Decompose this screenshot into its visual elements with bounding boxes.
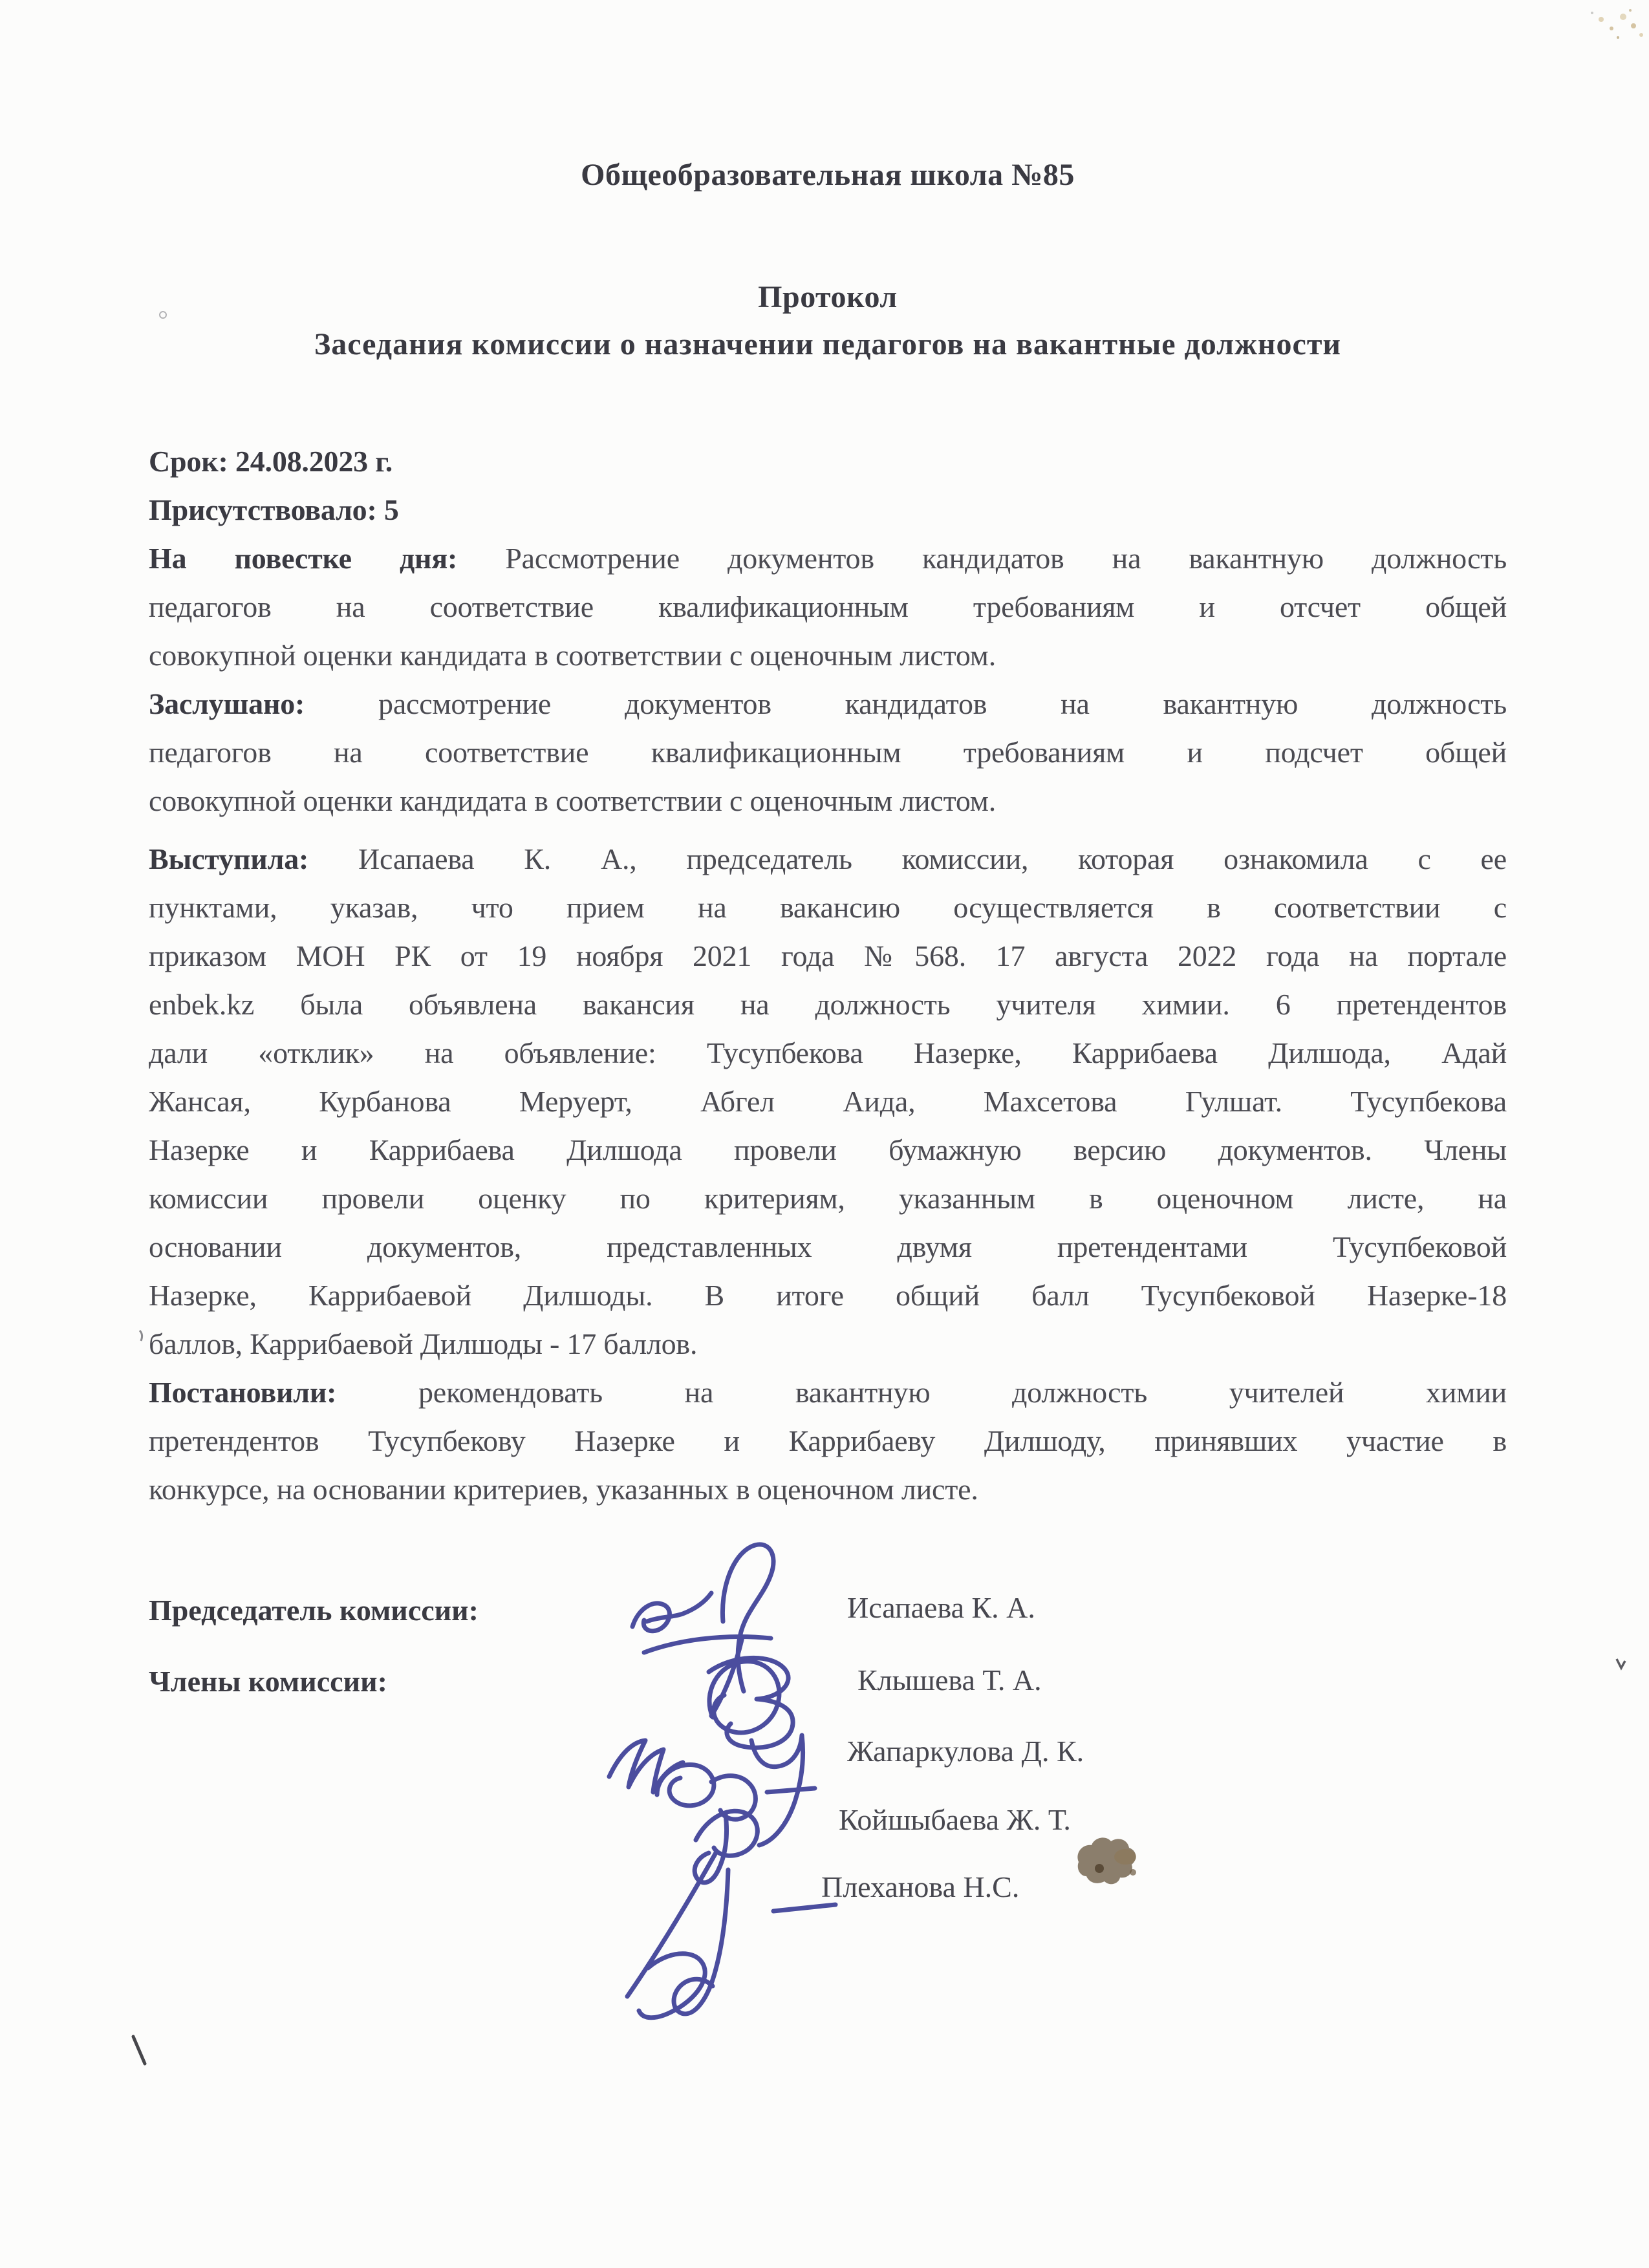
body-line: педагогов на соответствие квалификационным требованиям и отсчет общей [149, 590, 1507, 623]
doc-subtitle: Заседания комиссии о назначении педагогов на вакантные должности [314, 327, 1342, 361]
body-line: совокупной оценки кандидата в соответствии с оценочным листом. [149, 784, 997, 817]
signature-isapaeva-ink [632, 1545, 773, 1691]
scan-speckles-top-right [1591, 9, 1643, 39]
signee-name-isapaeva: Исапаева К. А. [847, 1591, 1035, 1624]
signee-name-koishybaeva: Койшыбаева Ж. Т. [839, 1803, 1071, 1836]
signature-klysheva-ink [709, 1637, 793, 1748]
chair-label: Председатель комиссии: [149, 1594, 479, 1627]
body-line: приказом МОН РК от 19 ноября 2021 года №568. 17 августа 2022 года на портале [149, 939, 1507, 972]
body-line: Заслушано: рассмотрение документов кандидатов на вакантную должность [149, 687, 1507, 720]
scan-comma-mark-left-margin [140, 1331, 142, 1341]
signee-name-zhaparkulova: Жапаркулова Д. К. [847, 1735, 1084, 1768]
body-line: На повестке дня: Рассмотрение документов кандидатов на вакантную должность [149, 542, 1507, 575]
scan-smudge [1077, 1837, 1136, 1884]
signature-koishybaeva-ink [657, 1765, 815, 1883]
body-line: Постановили: рекомендовать на вакантную должность учителей химии [149, 1376, 1507, 1409]
body-line: конкурсе, на основании критериев, указанных в оценочном листе. [149, 1473, 978, 1506]
body-line: Жансая, Курбанова Меруерт, Абгел Аида, Махсетова Гулшат. Тусупбекова [149, 1085, 1507, 1118]
body-line: Срок: 24.08.2023 г. [149, 445, 393, 478]
signee-name-klysheva: Клышева Т. А. [857, 1664, 1042, 1696]
body-line: дали «отклик» на объявление: Тусупбекова Назерке, Каррибаева Дилшода, Адай [149, 1036, 1507, 1069]
body-line: основании документов, представленных двумя претендентами Тусупбековой [149, 1230, 1507, 1263]
signature-zhaparkulova-ink [609, 1662, 803, 1845]
body-line: комиссии провели оценку по критериям, указанным в оценочном листе, на [149, 1182, 1507, 1215]
body-line: совокупной оценки кандидата в соответствии с оценочным листом. [149, 639, 997, 672]
body-line: пунктами, указав, что прием на вакансию осуществляется в соответствии с [149, 891, 1507, 924]
scan-mark-right-margin [1617, 1659, 1625, 1668]
body-line: Назерке и Каррибаева Дилшода провели бумажную версию документов. Члены [149, 1133, 1507, 1166]
body-line: Присутствовало: 5 [149, 493, 399, 526]
scan-pen-stroke-bottom-left [133, 2037, 145, 2064]
members-label: Члены комиссии: [149, 1665, 387, 1698]
body-line: баллов, Каррибаевой Дилшоды - 17 баллов. [149, 1327, 698, 1360]
body-line: enbek.kz была объявлена вакансия на должность учителя химии. 6 претендентов [149, 988, 1507, 1021]
signature-plekhanova-ink [627, 1811, 835, 2018]
body-line: претендентов Тусупбекову Назерке и Каррибаеву Дилшоду, принявших участие в [149, 1424, 1507, 1457]
signee-name-plekhanova: Плеханова Н.С. [821, 1870, 1020, 1903]
document-body [149, 437, 1507, 1514]
body-line: педагогов на соответствие квалификационным требованиям и подсчет общей [149, 736, 1507, 769]
school-title: Общеобразовательная школа №85 [581, 158, 1075, 192]
body-line: Выступила: Исапаева К. А., председатель комиссии, которая ознакомила с ее [149, 842, 1507, 875]
doc-title: Протокол [758, 280, 898, 314]
signatures-ink-group [609, 1545, 835, 2018]
body-line: Назерке, Каррибаевой Дилшоды. В итоге общий балл Тусупбековой Назерке-18 [149, 1279, 1507, 1312]
